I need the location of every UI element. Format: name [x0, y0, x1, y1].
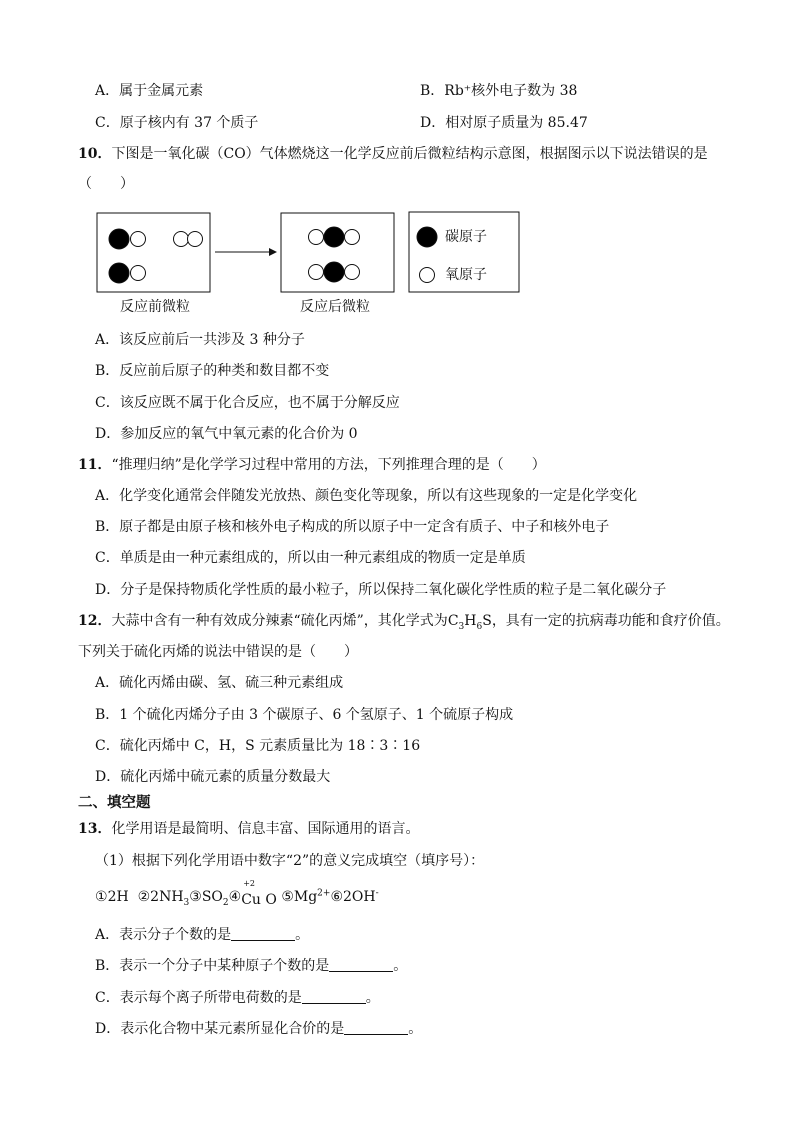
carbon-atom: [109, 263, 129, 283]
q9-option-c: C．原子核内有 37 个质子: [95, 115, 259, 131]
cuo-valence: +2 Cu O: [241, 879, 277, 908]
q11-option-c: C．单质是由一种元素组成的，所以由一种元素组成的物质一定是单质: [95, 550, 526, 566]
reaction-diagram: [0, 0, 794, 330]
q13-stem: [78, 819, 419, 839]
q10-number: 10．: [78, 146, 112, 162]
section-title: 二、填空题: [78, 794, 151, 811]
oxygen-atom: [345, 265, 360, 280]
co-molecule-2: [109, 263, 146, 283]
carbon-atom: [324, 262, 344, 282]
after-caption: 反应后微粒: [300, 299, 370, 315]
co2-molecule-1: [309, 227, 360, 247]
before-caption: 反应前微粒: [120, 299, 190, 315]
answer-blank[interactable]: [329, 957, 393, 972]
q10-stem-text: 下图是一氧化碳（CO）气体燃烧这一化学反应前后微粒结构示意图，根据图示以下说法错误的是: [111, 146, 708, 162]
q13-fill-d: D．表示化合物中某元素所显化合价的是 。: [95, 1021, 423, 1037]
q12-option-a: A．硫化丙烯由碳、氢、硫三种元素组成: [95, 675, 344, 691]
co2-molecule-2: [309, 262, 360, 282]
q12-option-c: C．硫化丙烯中 C，H，S 元素质量比为 18∶3∶16: [95, 738, 421, 754]
carbon-atom: [109, 229, 129, 249]
oxygen-atom: [174, 232, 189, 247]
q10-paren: （ ）: [78, 176, 134, 192]
q13-number: 13．: [78, 821, 112, 837]
legend-carbon-label: 碳原子: [445, 229, 487, 245]
q13-stem-text: 化学用语是最简明、信息丰富、国际通用的语言。: [111, 821, 420, 837]
legend-oxygen-label: 氧原子: [445, 267, 487, 283]
q11-option-a: A．化学变化通常会伴随发光放热、颜色变化等现象，所以有这些现象的一定是化学变化: [95, 488, 638, 504]
q13-fill-c: C．表示每个离子所带电荷数的是 。: [95, 990, 380, 1006]
oxygen-atom: [131, 266, 146, 281]
o2-molecule: [174, 232, 203, 247]
q13-sub1: （1）根据下列化学用语中数字“2”的意义完成填空（填序号）：: [95, 853, 485, 869]
q11-stem-text: “推理归纳”是化学学习过程中常用的方法，下列推理合理的是（ ）: [111, 457, 546, 473]
q12-stem-line2: 下列关于硫化丙烯的说法中错误的是（ ）: [78, 644, 358, 660]
oxygen-atom: [188, 232, 203, 247]
carbon-atom: [324, 227, 344, 247]
q12-stem-b: ，具有一定的抗病毒功能和食疗价值。: [491, 613, 730, 629]
q9-option-d: D．相对原子质量为 85.47: [420, 115, 588, 131]
q12-stem-a: 大蒜中含有一种有效成分辣素“硫化丙烯”，其化学式为: [111, 613, 448, 629]
q11-option-d: D．分子是保持物质化学性质的最小粒子，所以保持二氧化碳化学性质的粒子是二氧化碳分子: [95, 582, 667, 598]
q12-option-d: D．硫化丙烯中硫元素的质量分数最大: [95, 769, 331, 785]
legend-carbon-atom: [417, 227, 437, 247]
oxygen-atom: [309, 230, 324, 245]
legend-oxygen-atom: [420, 268, 435, 283]
q11-stem: [78, 455, 546, 475]
q12-option-b: B．1 个硫化丙烯分子由 3 个碳原子、6 个氢原子、1 个硫原子构成: [95, 707, 514, 723]
q10-option-a: A．该反应前后一共涉及 3 种分子: [95, 332, 305, 348]
answer-blank[interactable]: [231, 926, 295, 941]
q9-option-b: B．Rb⁺核外电子数为 38: [420, 83, 578, 99]
q13-fill-b: B．表示一个分子中某种原子个数的是 。: [95, 958, 408, 974]
q12-number: 12．: [78, 613, 112, 629]
chemical-symbols: ①2H $②2NH_3③SO_2④$ +2 Cu O $⑤Mg^{2+}⑥2OH^-$: [95, 879, 379, 908]
co-molecule-1: [109, 229, 146, 249]
answer-blank[interactable]: [302, 989, 366, 1004]
q12-formula: $C_3H_6S$: [447, 613, 492, 632]
q10-option-b: B．反应前后原子的种类和数目都不变: [95, 363, 330, 379]
q13-fill-a: A．表示分子个数的是 。: [95, 927, 310, 943]
q12-stem: [78, 611, 730, 631]
oxygen-atom: [131, 232, 146, 247]
oxygen-atom: [345, 230, 360, 245]
oxygen-atom: [309, 265, 324, 280]
q11-option-b: B．原子都是由原子核和核外电子构成的所以原子中一定含有质子、中子和核外电子: [95, 519, 610, 535]
answer-blank[interactable]: [344, 1020, 408, 1035]
q10-option-d: D．参加反应的氧气中氧元素的化合价为 0: [95, 426, 358, 442]
q10-option-c: C．该反应既不属于化合反应，也不属于分解反应: [95, 395, 400, 411]
q11-number: 11．: [78, 457, 112, 473]
q9-option-a: A．属于金属元素: [95, 83, 204, 99]
